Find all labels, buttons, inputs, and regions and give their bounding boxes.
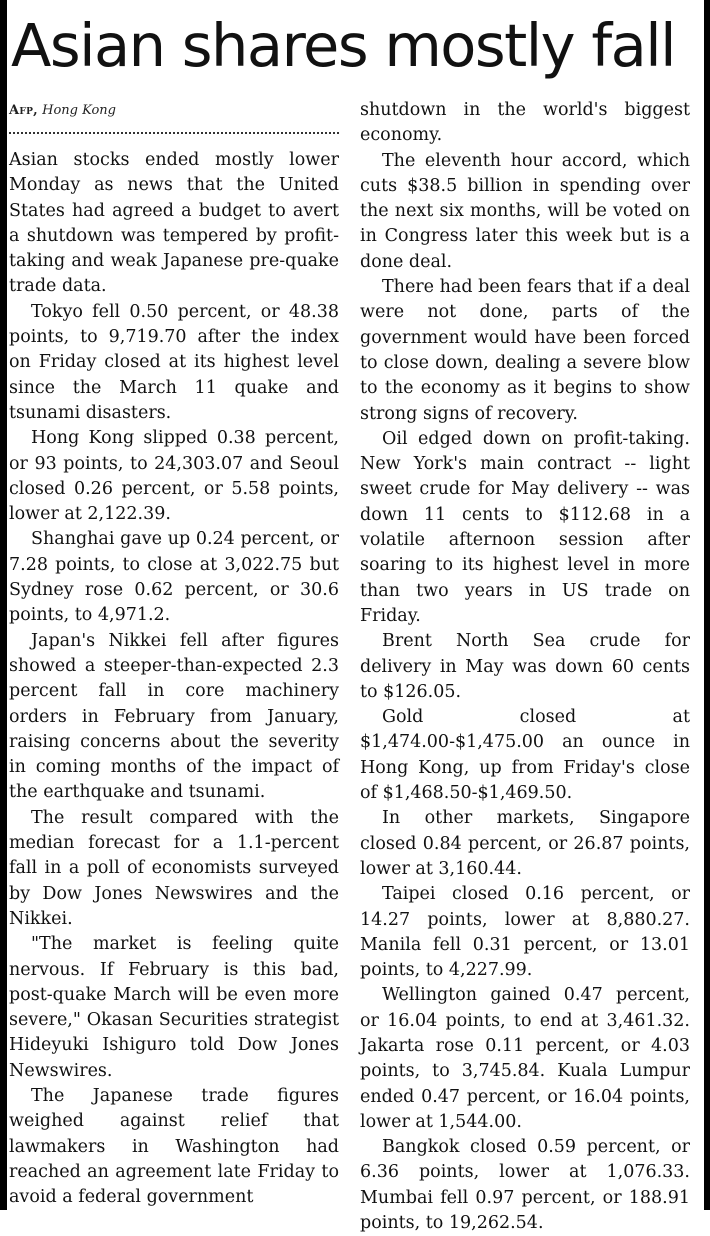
paragraph: In other markets, Singapore closed 0.84 percent, or 26.87 points, lower at 3,160.44. [360, 808, 690, 879]
paragraph: Brent North Sea crude for delivery in May was down 60 cents to $126.05. [360, 631, 690, 702]
paragraph: Taipei closed 0.16 percent, or 14.27 points, lower at 8,880.27. Manila fell 0.31 percent, or 13.01 points, to 4,227.99. [360, 884, 690, 981]
paragraph: Tokyo fell 0.50 percent, or 48.38 points, to 9,719.70 after the index on Friday closed at its highest level since the March 11 quake and tsunami disasters. [9, 301, 339, 423]
paragraph: Wellington gained 0.47 percent, or 16.04 points, to end at 3,461.32. Jakarta rose 0.11 percent, or 4.03 points, to 3,745.84. Kuala Lumpur ended 0.47 percent, or 16.04 points, lower at 1,544.00. [360, 985, 690, 1132]
paragraph: Oil edged down on profit-taking. New York's main contract -- light sweet crude for May delivery -- was down 11 cents to $112.68 in a volatile afternoon session after soaring to its highest level in more than two years in US trade on Friday. [360, 428, 690, 626]
byline [9, 98, 339, 124]
byline-agency: Afp, [9, 103, 38, 118]
byline-place: Hong Kong [42, 103, 116, 118]
article-column-left [9, 98, 339, 1210]
paragraph: Shanghai gave up 0.24 percent, or 7.28 points, to close at 3,022.75 but Sydney rose 0.62 percent, or 30.6 points, to 4,971.2. [9, 529, 339, 626]
paragraph: The eleventh hour accord, which cuts $38.5 billion in spending over the next six months, will be voted on in Congress later this week but is a done deal. [360, 150, 690, 272]
paragraph: The result compared with the median forecast for a 1.1-percent fall in a poll of economists surveyed by Dow Jones Newswires and the Nikkei. [9, 807, 339, 929]
right-border-bar [704, 0, 710, 1210]
paragraph: "The market is feeling quite nervous. If February is this bad, post-quake March will be even more severe," Okasan Securities strategist Hideyuki Ishiguro told Dow Jones Newswires. [9, 934, 339, 1081]
paragraph: shutdown in the world's biggest economy. [360, 100, 690, 146]
byline-dotted-rule [9, 132, 339, 134]
article-column-right [360, 98, 690, 1236]
paragraph: The Japanese trade figures weighed against relief that lawmakers in Washington had reached an agreement late Friday to avoid a federal government [9, 1085, 339, 1208]
left-border-bar [0, 0, 7, 1210]
paragraph: Japan's Nikkei fell after figures showed a steeper-than-expected 2.3 percent fall in core machinery orders in February from January, raising concerns about the severity in coming months of the impact of the earthquake and tsunami. [9, 630, 339, 803]
paragraph: There had been fears that if a deal were not done, parts of the government would have been forced to close down, dealing a severe blow to the economy as it begins to show strong signs of recovery. [360, 277, 690, 424]
headline: Asian shares mostly fall [11, 11, 676, 80]
paragraph: Asian stocks ended mostly lower Monday as news that the United States had agreed a budget to avert a shutdown was tempered by profit-taking and weak Japanese pre-quake trade data. [9, 150, 339, 297]
paragraph: Hong Kong slipped 0.38 percent, or 93 points, to 24,303.07 and Seoul closed 0.26 percent, or 5.58 points, lower at 2,122.39. [9, 428, 339, 525]
paragraph: Gold closed at $1,474.00-$1,475.00 an ounce in Hong Kong, up from Friday's close of $1,468.50-$1,469.50. [360, 707, 690, 804]
paragraph: Bangkok closed 0.59 percent, or 6.36 points, lower at 1,076.33. Mumbai fell 0.97 percent, or 188.91 points, to 19,262.54. [360, 1137, 690, 1234]
